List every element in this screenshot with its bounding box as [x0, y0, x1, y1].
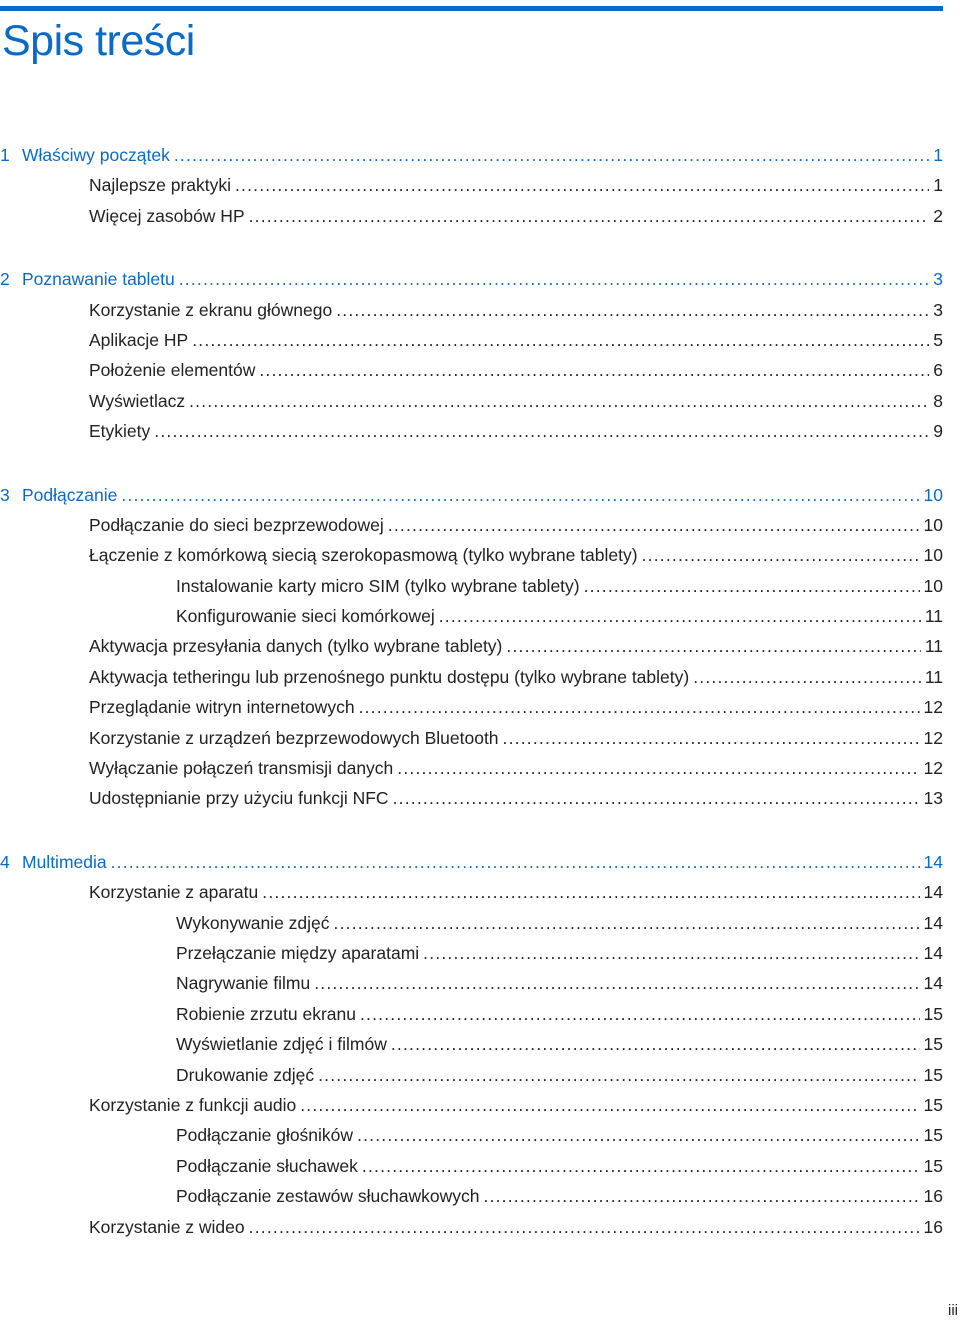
dot-leader: [584, 571, 920, 601]
dot-leader: [121, 480, 919, 510]
page-ref: 10: [923, 545, 943, 566]
section-title: Aplikacje HP: [89, 329, 189, 350]
page-ref: 1: [933, 175, 943, 196]
subsection-title: Przełączanie między aparatami: [176, 942, 420, 963]
toc-section-entry[interactable]: [0, 540, 943, 570]
dot-leader: [111, 847, 920, 877]
toc-section-entry[interactable]: [0, 386, 943, 416]
chapter-title: Multimedia: [22, 851, 107, 872]
toc-subsection-entry[interactable]: [0, 571, 943, 601]
dot-leader: [360, 999, 920, 1029]
subsection-title: Podłączanie głośników: [176, 1125, 354, 1146]
page-ref: 15: [923, 1003, 943, 1024]
toc-chapter-entry[interactable]: [0, 480, 943, 510]
page-ref: 3: [933, 269, 943, 290]
section-title: Łączenie z komórkową siecią szerokopasmową (tylko wybrane tablety): [89, 545, 638, 566]
toc-subsection-entry[interactable]: [0, 1151, 943, 1181]
toc-section-entry[interactable]: [0, 295, 943, 325]
toc-subsection-entry[interactable]: [0, 601, 943, 631]
page-ref: 15: [923, 1064, 943, 1085]
toc-subsection-entry[interactable]: [0, 1120, 943, 1150]
dot-leader: [249, 201, 929, 231]
section-title: Korzystanie z aparatu: [89, 882, 259, 903]
toc-section-entry[interactable]: [0, 662, 943, 692]
dot-leader: [259, 355, 929, 385]
dot-leader: [362, 1151, 920, 1181]
toc-chapter-entry[interactable]: [0, 847, 943, 877]
dot-leader: [503, 723, 920, 753]
section-title: Podłączanie do sieci bezprzewodowej: [89, 514, 384, 535]
subsection-title: Podłączanie słuchawek: [176, 1155, 358, 1176]
dot-leader: [393, 783, 920, 813]
subsection-title: Robienie zrzutu ekranu: [176, 1003, 356, 1024]
page-ref: 13: [923, 788, 943, 809]
page-ref: 10: [923, 575, 943, 596]
dot-leader: [388, 510, 920, 540]
chapter-title: Właściwy początek: [22, 145, 170, 165]
dot-leader: [262, 877, 919, 907]
page-ref: 14: [923, 942, 943, 963]
subsection-title: Konfigurowanie sieci komórkowej: [176, 606, 435, 627]
toc-section-entry[interactable]: [0, 170, 943, 200]
dot-leader: [334, 908, 920, 938]
dot-leader: [192, 325, 929, 355]
dot-leader: [439, 601, 921, 631]
section-title: Korzystanie z ekranu głównego: [89, 299, 333, 320]
subsection-title: Podłączanie zestawów słuchawkowych: [176, 1186, 480, 1207]
chapter-title: Poznawanie tabletu: [22, 269, 175, 290]
dot-leader: [189, 386, 929, 416]
section-title: Najlepsze praktyki: [89, 175, 231, 196]
page-ref: 15: [923, 1094, 943, 1115]
page-ref: 15: [923, 1125, 943, 1146]
page-ref: 15: [923, 1155, 943, 1176]
toc-subsection-entry[interactable]: [0, 999, 943, 1029]
toc-section-entry[interactable]: [0, 753, 943, 783]
subsection-title: Wyświetlanie zdjęć i filmów: [176, 1034, 387, 1055]
dot-leader: [300, 1090, 919, 1120]
subsection-title: Drukowanie zdjęć: [176, 1064, 315, 1085]
section-title: Korzystanie z urządzeń bezprzewodowych Bluetooth: [89, 727, 499, 748]
dot-leader: [642, 540, 920, 570]
chapter-number: 1: [0, 145, 10, 165]
section-title: Położenie elementów: [89, 360, 256, 381]
toc-section-entry[interactable]: [0, 416, 943, 446]
section-title: Więcej zasobów HP: [89, 205, 245, 226]
page-ref: 5: [933, 329, 943, 350]
page-ref: 1: [933, 145, 943, 165]
section-title: Wyłączanie połączeń transmisji danych: [89, 758, 394, 779]
toc-section-entry[interactable]: [0, 201, 943, 231]
page-ref: 9: [933, 421, 943, 442]
toc-subsection-entry[interactable]: [0, 938, 943, 968]
dot-leader: [359, 692, 920, 722]
page-title: Spis treści: [2, 17, 195, 65]
dot-leader: [397, 753, 919, 783]
page-ref: 14: [923, 882, 943, 903]
section-title: Aktywacja tetheringu lub przenośnego punktu dostępu (tylko wybrane tablety): [89, 666, 690, 687]
chapter-number: 3: [0, 484, 10, 505]
dot-leader: [391, 1029, 920, 1059]
page-ref: 11: [924, 666, 943, 687]
page-ref: 16: [923, 1186, 943, 1207]
page-ref: 3: [933, 299, 943, 320]
toc-section-entry[interactable]: [0, 783, 943, 813]
dot-leader: [483, 1181, 919, 1211]
toc-subsection-entry[interactable]: [0, 968, 943, 998]
dot-leader: [179, 264, 929, 294]
toc-section-entry[interactable]: [0, 1090, 943, 1120]
page-number: iii: [948, 1302, 958, 1319]
toc-section-entry[interactable]: [0, 723, 943, 753]
chapter-title: Podłączanie: [22, 484, 118, 505]
dot-leader: [506, 631, 920, 661]
section-title: Wyświetlacz: [89, 390, 186, 411]
toc-subsection-entry[interactable]: [0, 1181, 943, 1211]
table-of-contents: [0, 140, 943, 1242]
section-title: Przeglądanie witryn internetowych: [89, 697, 355, 718]
toc-subsection-entry[interactable]: [0, 1060, 943, 1090]
page-ref: 10: [923, 514, 943, 535]
section-title: Aktywacja przesyłania danych (tylko wybrane tablety): [89, 636, 503, 657]
dot-leader: [693, 662, 921, 692]
page-ref: 2: [933, 205, 943, 226]
chapter-number: 2: [0, 269, 10, 290]
section-title: Udostępnianie przy użyciu funkcji NFC: [89, 788, 389, 809]
toc-section-entry[interactable]: [0, 325, 943, 355]
section-title: Korzystanie z funkcji audio: [89, 1094, 297, 1115]
page-ref: 14: [923, 912, 943, 933]
toc-section-entry[interactable]: [0, 1212, 943, 1242]
header-rule: [0, 6, 943, 11]
page-ref: 15: [923, 1034, 943, 1055]
page-ref: 14: [923, 851, 943, 872]
subsection-title: Instalowanie karty micro SIM (tylko wybrane tablety): [176, 575, 580, 596]
toc-section-entry[interactable]: [0, 510, 943, 540]
page-ref: 8: [933, 390, 943, 411]
toc-section-entry[interactable]: [0, 631, 943, 661]
page-ref: 6: [933, 360, 943, 381]
page-ref: 12: [923, 727, 943, 748]
toc-section-entry[interactable]: [0, 355, 943, 385]
page-ref: 14: [923, 973, 943, 994]
dot-leader: [174, 140, 929, 170]
toc-section-entry[interactable]: [0, 692, 943, 722]
chapter-number: 4: [0, 851, 10, 872]
page-ref: 16: [923, 1216, 943, 1237]
toc-chapter-entry[interactable]: [0, 264, 943, 294]
dot-leader: [336, 295, 929, 325]
dot-leader: [318, 1060, 919, 1090]
section-title: Korzystanie z wideo: [89, 1216, 245, 1237]
section-title: Etykiety: [89, 421, 151, 442]
page-ref: 11: [924, 636, 943, 657]
dot-leader: [423, 938, 919, 968]
dot-leader: [235, 170, 929, 200]
toc-chapter-entry[interactable]: [0, 140, 943, 170]
dot-leader: [314, 968, 919, 998]
page-ref: 12: [923, 758, 943, 779]
toc-section-entry[interactable]: [0, 877, 943, 907]
dot-leader: [154, 416, 929, 446]
page-ref: 10: [923, 484, 943, 505]
toc-subsection-entry[interactable]: [0, 908, 943, 938]
dot-leader: [357, 1120, 919, 1150]
toc-subsection-entry[interactable]: [0, 1029, 943, 1059]
page-ref: 12: [923, 697, 943, 718]
dot-leader: [249, 1212, 920, 1242]
page-ref: 11: [924, 606, 943, 627]
subsection-title: Nagrywanie filmu: [176, 973, 311, 994]
subsection-title: Wykonywanie zdjęć: [176, 912, 330, 933]
